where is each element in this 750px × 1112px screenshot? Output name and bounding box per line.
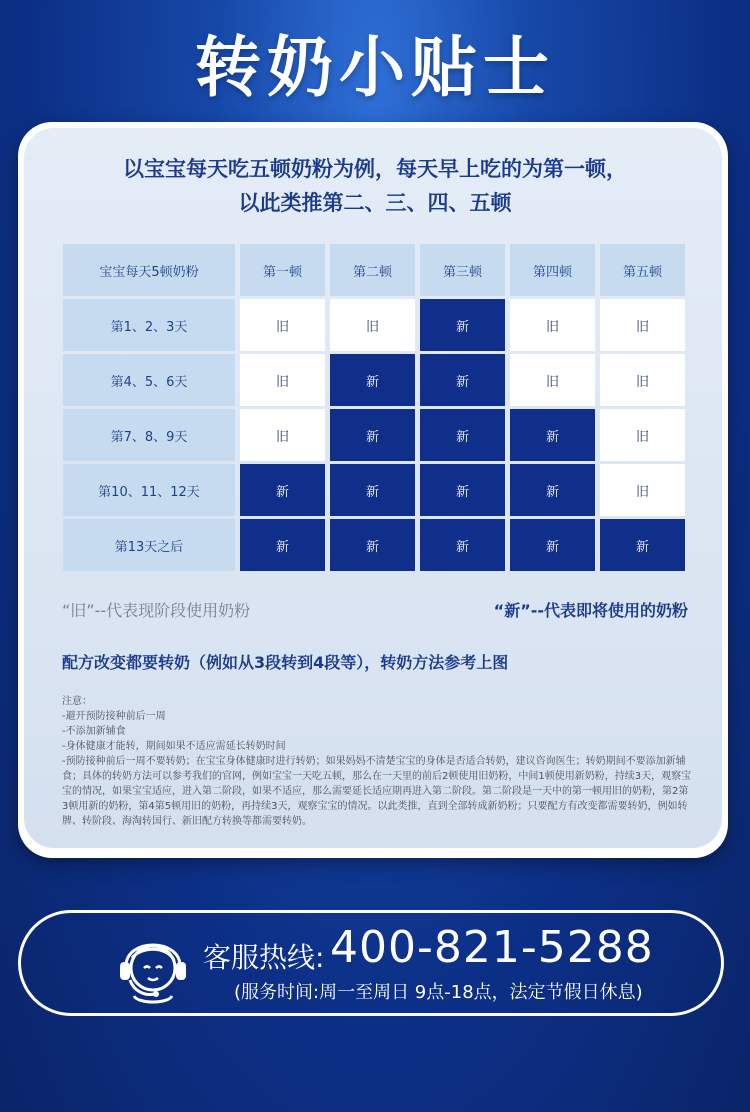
hotline-number[interactable]: 400-821-5288 — [330, 922, 654, 973]
note-item: -预防接种前后一周不要转奶；在宝宝身体健康时进行转奶；如果妈妈不清楚宝宝的身体是否适合转奶，建议咨询医生；转奶期间不要添加新辅食；具体的转奶方法可以参考我们的官网，例如宝宝一天吃五顿，那么在一天里的前后2顿使用旧奶粉，中间1顿使用新奶粉，持续3天，观察宝宝的情况，如果宝宝适应，进入第二阶段，如果不适应，那么需要延长适应期再进入第二阶段。第二阶段是一天中的第一顿用旧的奶粉，第2第3顿用新的奶粉，第4第5顿用旧的奶粉，再持续3天，观察宝宝的情况。以此类推，直到全部转成新奶粉；只要配方有改变都需要转奶，例如转牌、转阶段、海淘转国行、新旧配方转换等都需要转奶。 — [62, 756, 692, 827]
table-cell: 新 — [420, 409, 505, 461]
table-cell: 旧 — [510, 354, 595, 406]
table-cell: 新 — [510, 519, 595, 571]
table-cell: 新 — [240, 464, 325, 516]
table-cell: 旧 — [330, 299, 415, 351]
method-text: 配方改变都要转奶（例如从3段转到4段等），转奶方法参考上图 — [62, 653, 509, 672]
table-row-header: 第10、11、12天 — [63, 464, 235, 516]
notes-heading: 注意： — [62, 696, 92, 707]
table-cell: 旧 — [510, 299, 595, 351]
note-item: -不添加新辅食 — [62, 726, 126, 737]
schedule-table — [63, 244, 685, 571]
table-column-header: 第二顿 — [330, 244, 415, 296]
table-row-header: 第13天之后 — [63, 519, 235, 571]
table-column-header: 第五顿 — [600, 244, 685, 296]
customer-service-agent-icon — [108, 924, 198, 1008]
intro-line-2: 以此类推第二、三、四、五顿 — [238, 191, 512, 215]
table-cell: 新 — [420, 519, 505, 571]
table-cell: 新 — [420, 299, 505, 351]
table-row-header: 第7、8、9天 — [63, 409, 235, 461]
intro-text — [0, 152, 750, 220]
table-row-header: 第4、5、6天 — [63, 354, 235, 406]
table-cell: 旧 — [600, 464, 685, 516]
table-cell: 旧 — [240, 299, 325, 351]
table-column-header: 第四顿 — [510, 244, 595, 296]
table-cell: 新 — [240, 519, 325, 571]
legend-old: “旧”--代表现阶段使用奶粉 — [62, 601, 251, 620]
note-item: -身体健康才能转，期间如果不适应需延长转奶时间 — [62, 741, 286, 752]
table-cell: 新 — [510, 464, 595, 516]
hotline-hours: (服务时间:周一至周日 9点-18点，法定节假日休息) — [234, 982, 643, 1003]
table-corner-header: 宝宝每天5顿奶粉 — [63, 244, 235, 296]
table-column-header: 第三顿 — [420, 244, 505, 296]
table-cell: 新 — [420, 354, 505, 406]
table-cell: 新 — [330, 354, 415, 406]
table-cell: 新 — [420, 464, 505, 516]
page-title: 转奶小贴士 — [195, 29, 555, 106]
table-row-header: 第1、2、3天 — [63, 299, 235, 351]
notes-block — [62, 694, 692, 829]
intro-line-1: 以宝宝每天吃五顿奶粉为例，每天早上吃的为第一顿， — [123, 157, 627, 181]
table-cell: 新 — [330, 409, 415, 461]
note-item: -避开预防接种前后一周 — [62, 711, 166, 722]
table-cell: 旧 — [600, 409, 685, 461]
table-cell: 旧 — [600, 299, 685, 351]
table-cell: 新 — [330, 464, 415, 516]
table-cell: 新 — [510, 409, 595, 461]
table-cell: 新 — [330, 519, 415, 571]
legend-new: “新”--代表即将使用的奶粉 — [493, 601, 688, 620]
table-cell: 新 — [600, 519, 685, 571]
hotline-label: 客服热线: — [203, 941, 325, 974]
table-cell: 旧 — [600, 354, 685, 406]
table-cell: 旧 — [240, 409, 325, 461]
table-column-header: 第一顿 — [240, 244, 325, 296]
table-cell: 旧 — [240, 354, 325, 406]
